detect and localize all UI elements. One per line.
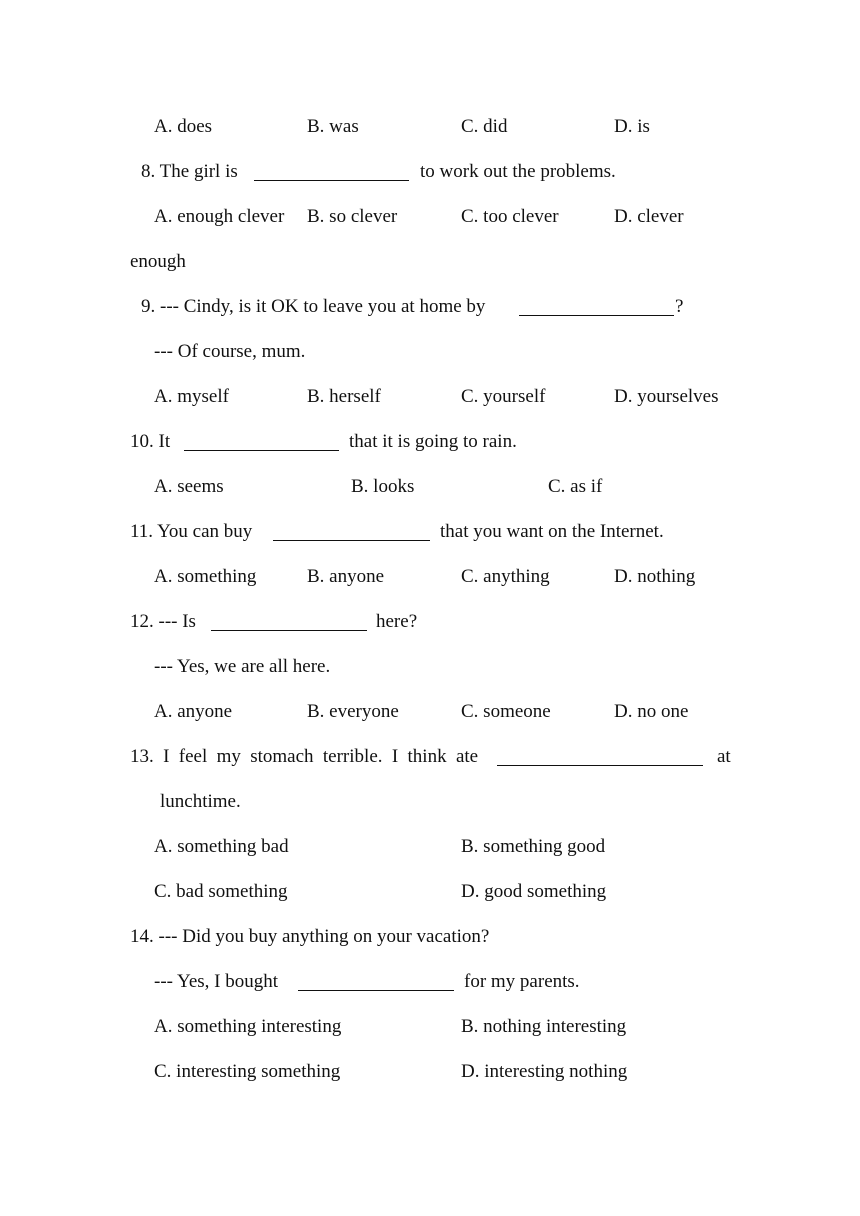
q11-option-c: C. anything: [461, 566, 550, 587]
q10-option-a: A. seems: [154, 476, 224, 497]
q13-option-d: D. good something: [461, 881, 607, 902]
q10-option-b: B. looks: [351, 476, 415, 497]
q8-option-c: C. too clever: [461, 206, 559, 227]
q9-stem-end: ?: [675, 296, 684, 317]
q9-option-c: C. yourself: [461, 386, 546, 407]
q8-stem-end: to work out the problems.: [420, 161, 616, 182]
q12-option-b: B. everyone: [307, 701, 399, 722]
q14-option-b: B. nothing interesting: [461, 1016, 627, 1037]
q9-option-d: D. yourselves: [614, 386, 719, 407]
q8-option-b: B. so clever: [307, 206, 398, 227]
q14-stem: 14. --- Did you buy anything on your vacation?: [130, 926, 490, 947]
q10-stem-end: that it is going to rain.: [349, 431, 517, 452]
q11-stem-end: that you want on the Internet.: [440, 521, 664, 542]
q11-option-d: D. nothing: [614, 566, 696, 587]
q7-option-d: D. is: [614, 116, 650, 137]
q7-option-a: A. does: [154, 116, 213, 137]
q11-stem: 11. You can buy: [130, 521, 253, 542]
q12-answer-blank: [211, 630, 367, 631]
q14-reply: --- Yes, I bought: [154, 971, 279, 992]
q14-answer-blank: [298, 990, 454, 991]
q14-reply-end: for my parents.: [464, 971, 580, 992]
q13-option-a: A. something bad: [154, 836, 289, 857]
q14-option-a: A. something interesting: [154, 1016, 342, 1037]
q9-stem: 9. --- Cindy, is it OK to leave you at home by: [141, 296, 486, 317]
q12-stem-end: here?: [376, 611, 418, 632]
q11-answer-blank: [273, 540, 430, 541]
q13-stem-end: at: [717, 746, 731, 767]
q12-option-a: A. anyone: [154, 701, 233, 722]
q9-option-a: A. myself: [154, 386, 229, 407]
q10-stem: 10. It: [130, 431, 171, 452]
q13-option-c: C. bad something: [154, 881, 288, 902]
q11-option-b: B. anyone: [307, 566, 385, 587]
q12-stem: 12. --- Is: [130, 611, 196, 632]
q7-option-c: C. did: [461, 116, 508, 137]
q8-option-d: D. clever: [614, 206, 684, 227]
q8-answer-blank: [254, 180, 409, 181]
q14-option-d: D. interesting nothing: [461, 1061, 628, 1082]
q8-stem: 8. The girl is: [141, 161, 238, 182]
q13-option-b: B. something good: [461, 836, 606, 857]
q8-option-d-wrap: enough: [130, 251, 186, 272]
q11-option-a: A. something: [154, 566, 257, 587]
q10-answer-blank: [184, 450, 339, 451]
q8-option-a: A. enough clever: [154, 206, 285, 227]
q10-option-c: C. as if: [548, 476, 603, 497]
q12-reply: --- Yes, we are all here.: [154, 656, 331, 677]
q12-option-c: C. someone: [461, 701, 551, 722]
q14-option-c: C. interesting something: [154, 1061, 341, 1082]
q7-option-b: B. was: [307, 116, 359, 137]
q9-reply: --- Of course, mum.: [154, 341, 306, 362]
q9-answer-blank: [519, 315, 674, 316]
q13-stem: 13. I feel my stomach terrible. I think ate: [130, 746, 479, 767]
q9-option-b: B. herself: [307, 386, 381, 407]
q13-answer-blank: [497, 765, 703, 766]
q13-stem-continuation: lunchtime.: [160, 791, 241, 812]
q12-option-d: D. no one: [614, 701, 689, 722]
